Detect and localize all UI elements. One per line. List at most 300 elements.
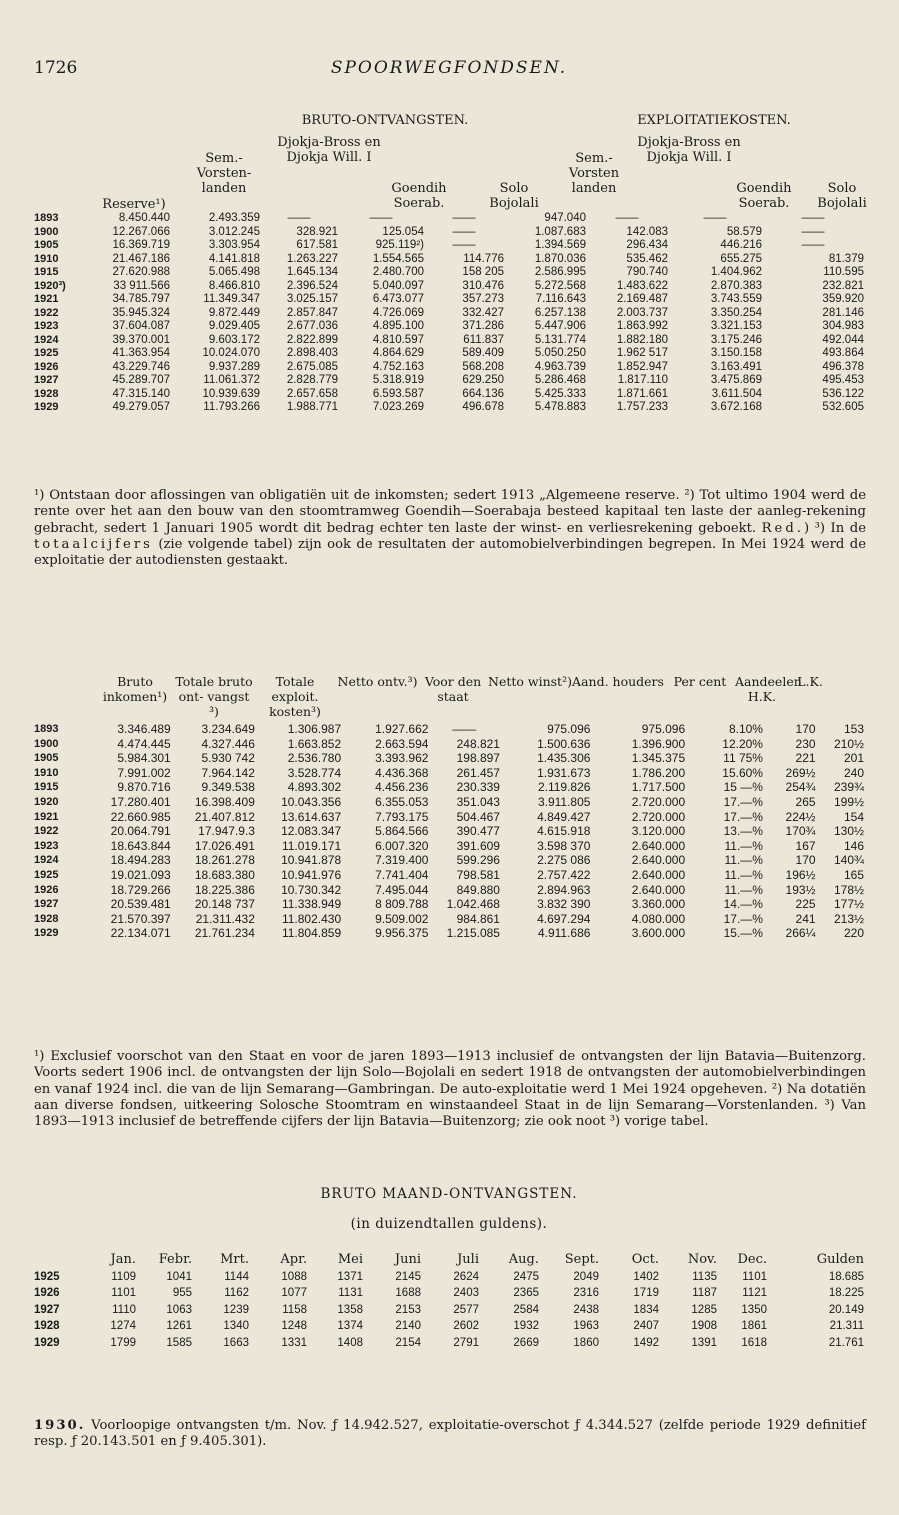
table-cell: 1187 [692,1287,717,1299]
table-cell: 21.761.234 [194,926,255,941]
table-cell: 955 [172,1287,192,1299]
table-cell: 1101 [742,1270,767,1283]
table-cell: 3.598 370 [537,838,591,853]
table-cell: 9.509.002 [375,911,429,926]
row-year: 1925 [34,1270,60,1283]
table-cell: 947.040 [544,212,586,224]
table-cell: 1.554.565 [372,252,424,265]
table-cell: 629.250 [462,374,504,386]
table-cell: 3.743.559 [710,293,762,305]
table-cell: 269½ [785,765,816,780]
table-cell: 496.678 [462,401,504,413]
table-cell: —— [703,212,727,224]
table-cell: 390.477 [456,824,500,839]
table-row [34,239,864,253]
footnote1-red: Red. [761,520,804,536]
table-cell: 178½ [833,882,864,897]
table-cell: 20.539.481 [110,897,171,912]
group-bruto-ontvangsten: BRUTO-ONTVANGSTEN. [301,113,469,128]
table-cell: 167 [795,838,816,853]
table-cell: 7.116.643 [535,293,586,305]
row-year: 1893 [34,723,59,735]
table-cell: 1.404.962 [710,266,762,278]
table-cell: 975.096 [547,722,591,736]
table-cell: 8.450.440 [118,212,170,224]
row-year: 1921 [34,810,59,823]
table-cell: 16.398.409 [194,794,255,809]
table-cell: 2153 [395,1303,421,1316]
table-cell: 58.579 [726,225,762,238]
table-cell: 9.603.172 [208,333,260,346]
table-cell: 11.061.372 [203,374,260,386]
table-cell: 536.122 [822,387,864,400]
table-cell: 2.275 086 [537,853,591,868]
table-cell: 5.286.468 [534,374,586,386]
table-row [34,1335,864,1352]
table-cell: 1408 [337,1336,363,1349]
table-cell: 3.120.000 [631,824,686,839]
footer-year: 1930. [34,1418,86,1433]
table-cell: 2316 [573,1287,599,1299]
table-row [34,388,864,402]
running-title: SPOORWEGFONDSEN. [330,58,568,78]
table-row [34,320,864,334]
row-year: 1925 [34,868,59,881]
table-cell: 9.349.538 [201,780,255,795]
row-year: 1928 [34,1320,60,1332]
table-cell: 1932 [513,1320,539,1332]
table3-col-header: Mrt. [220,1252,249,1267]
table-cell: 5.050.250 [534,347,586,359]
table-row [34,1302,864,1319]
table-cell: 1.817.110 [617,374,668,386]
table-cell: 201 [843,751,864,766]
table-cell: 5.065.498 [208,266,260,278]
table-cell: 1.882.180 [616,333,668,346]
table-cell: 210½ [833,736,864,751]
row-year: 1926 [34,883,59,896]
table-cell: 41.363.954 [112,347,170,359]
row-year: 1922 [34,825,59,838]
row-year: 1905 [34,752,59,765]
table-cell: 6.593.587 [372,387,424,400]
table-cell: 2154 [395,1336,421,1349]
table-row [34,1269,864,1286]
table-row [34,824,864,839]
table-cell: 359.920 [822,293,864,305]
table-cell: 4.963.739 [534,360,586,373]
table-cell: 1.394.569 [534,239,586,251]
table-cell: 2584 [513,1303,539,1316]
table-cell: 37.604.087 [112,320,170,332]
row-year: 1921 [34,293,59,305]
table-cell: 975.096 [641,722,686,736]
row-year: 1905 [34,239,59,251]
table-cell: 2.640.000 [631,838,686,853]
table-cell: 8 809.788 [375,897,429,912]
table-cell: —— [452,212,476,224]
table-row [34,751,864,766]
table-cell: 3.346.489 [117,722,171,736]
table-cell: 2.640.000 [631,882,686,897]
table-cell: 18.261.278 [194,853,255,868]
table-cell: 17.280.401 [110,794,171,809]
table-cell: 589.409 [462,347,504,359]
table-cell: 12.267.066 [112,225,170,238]
table-cell: 230.339 [456,780,500,795]
table-row [34,780,864,795]
table-cell: 304.983 [822,320,864,332]
table2-col-header: Totale bruto ont- vangst ³) [175,674,253,719]
table-cell: 6.355.053 [375,794,429,809]
table-cell: 617.581 [296,239,338,251]
table-cell: 7.793.175 [375,809,429,824]
table3-col-header: Dec. [737,1252,767,1267]
table-cell: 5.272.568 [534,279,586,292]
table-cell: 18.729.266 [110,882,171,897]
table-cell: 4.436.368 [375,765,429,780]
table-row [34,280,864,294]
table-cell: 1799 [110,1336,136,1349]
table-cell: 1585 [166,1336,192,1349]
table3-header-row [34,1252,864,1269]
table-cell: 5.447.906 [534,320,586,332]
table-cell: 1374 [337,1320,363,1332]
table-cell: 11.804.859 [281,926,342,941]
table-cell: 2438 [573,1303,599,1316]
table-row [34,307,864,321]
table-cell: 11.019.171 [281,838,342,853]
table-cell: 8.466.810 [208,279,260,292]
table-cell: 5.478.883 [534,401,586,413]
table-cell: 27.620.988 [112,266,170,278]
table-cell: 4.752.163 [372,360,424,373]
row-year: 1920³) [34,279,66,292]
table-cell: 7.991.002 [117,765,171,780]
table-cell: 18.225.386 [194,882,255,897]
table-cell: 9.029.405 [208,320,260,332]
table-cell: 7.964.142 [201,765,255,780]
table-cell: 196½ [785,867,816,882]
table-cell: 1.927.662 [375,722,429,736]
table-row [34,912,864,927]
table-cell: 12.083.347 [281,824,342,839]
table-cell: 3.911.805 [537,794,591,809]
table-cell: 3.672.168 [710,401,762,413]
head-left-djokja: Djokja-Bross en Djokja Will. I [277,135,381,165]
table-cell: 3.611.504 [711,387,762,400]
table-cell: 49.279.057 [112,401,170,413]
table-cell: 1.263.227 [286,252,338,265]
table3-col-header: Apr. [280,1252,307,1267]
table-cell: 10.730.342 [281,882,342,897]
table-cell: 1261 [166,1320,192,1332]
table2-col-header: L.K. [797,674,823,689]
table-cell: 6.007.320 [375,838,429,853]
table-cell: 15.60% [722,765,763,780]
footnote-table1 [34,488,866,569]
table-cell: 11 75% [723,751,763,766]
table-cell: 2.657.658 [286,387,338,400]
table-cell: 9.870.716 [117,780,171,795]
table-cell: 1.396.900 [631,736,686,751]
table-row [34,293,864,307]
table-cell: 1371 [337,1270,363,1283]
table-cell: 3.528.774 [287,765,342,780]
table-cell: 3.150.158 [710,347,762,359]
row-year: 1925 [34,347,59,359]
head-right-djokja: Djokja-Bross en Djokja Will. I [637,135,741,165]
table-cell: 3.350.254 [710,306,762,319]
row-year: 1927 [34,374,59,386]
table-cell: —— [615,212,639,224]
table-cell: 193½ [785,882,816,897]
table-cell: 10.941.878 [281,853,342,868]
table-cell: 5.131.774 [534,333,586,346]
table-cell: 1.863.992 [616,320,668,332]
table-cell: 1688 [395,1287,421,1299]
table-cell: 18.494.283 [110,853,171,868]
table-cell: 391.609 [456,838,500,853]
row-year: 1900 [34,225,59,238]
table-cell: 492.044 [822,333,864,346]
table-cell: 2.396.524 [286,279,338,292]
row-year: 1929 [34,927,59,940]
table-cell: 504.467 [456,809,500,824]
table-cell: 11.349.347 [203,293,260,305]
table-cell: 1.871.661 [616,387,668,400]
row-year: 1922 [34,306,59,319]
head-left-goendih: Goendih Soerab. [391,181,447,211]
table-cell: 2140 [395,1320,421,1332]
table-cell: 2.677.036 [286,320,338,332]
table-cell: 240 [843,765,864,780]
table-cell: 2.870.383 [710,279,762,292]
table-cell: 18.225 [828,1287,864,1299]
table-cell: 11.—% [724,853,763,868]
table-cell: 17.—% [723,809,763,824]
row-year: 1920 [34,795,59,808]
table-cell: 495.453 [822,374,864,386]
table-cell: 493.864 [822,347,864,359]
table-cell: 16.369.719 [112,239,170,251]
table-cell: 2.675.085 [286,360,338,373]
table-cell: 15.—% [723,926,763,941]
row-year: 1900 [34,737,59,750]
table-cell: 568.208 [462,360,504,373]
table2-header [34,672,864,722]
table-cell: 4.893.302 [287,780,342,795]
table-cell: 10.043.356 [281,794,342,809]
table2-col-header: Per cent [673,674,727,689]
table-cell: 225 [795,897,816,912]
table-row [34,361,864,375]
table-cell: 177½ [833,897,864,912]
row-year: 1929 [34,1336,60,1349]
table-row [34,1285,864,1302]
table3-col-header: Febr. [158,1252,192,1267]
row-year: 1924 [34,333,59,346]
footnote1-spaced: totaalcijfers [34,536,153,552]
table-row [34,795,864,810]
table-cell: 3.025.157 [286,293,338,305]
table-cell: 3.832 390 [537,897,591,912]
table3-col-header: Juni [394,1252,421,1267]
table-cell: 2.720.000 [631,794,686,809]
head-right-goendih: Goendih Soerab. [736,181,792,211]
table-cell: 4.456.236 [375,780,429,795]
table-cell: 1.645.134 [286,266,338,278]
table-cell: 1248 [281,1320,307,1332]
table-cell: 1110 [112,1303,136,1316]
table-cell: 2.536.780 [287,751,342,766]
table-cell: 11.338.949 [281,897,342,912]
table-cell: 6.473.077 [372,293,424,305]
table-row [34,374,864,388]
table-cell: 599.296 [456,853,500,868]
table-cell: 1963 [573,1320,599,1332]
footnote2-text: ¹) Exclusief voorschot van den Staat en voor de jaren 1893—1913 inclusief de ontvangsten der lijn Batavia—Buitenzorg. Voorts sedert 1906 incl. de ontvangsten der lijn Solo—Bojolali en sedert 1918 de ontvangsten der automobielverbindingen en vanaf 1924 incl. die van de lijn Semarang—Gambringan. De auto-exploitatie werd 1 Mei 1924 opgeheven. ²) Na dotatiën aan diverse fondsen, uitkeering Solosche Stoomtram en winstaandeel Staat in de lijn Semarang—Vorstenlanden. ³) Van 1893—1913 inclusief de betreffende cijfers der lijn Batavia—Buitenzorg; zie ook noot ³) vorige tabel. [34,1049,866,1130]
table-row [34,926,864,941]
table-cell: —— [452,239,476,251]
table-cell: 2.640.000 [631,867,686,882]
row-year: 1910 [34,252,59,265]
head-right-solo: Solo Bojolali [817,181,867,211]
table-cell: 2049 [573,1270,599,1283]
table-cell: 1350 [741,1303,767,1316]
table-cell: 239¾ [833,780,864,795]
table-cell: 1.852.947 [616,360,668,373]
table-row [34,868,864,883]
table-cell: 4.697.294 [537,911,591,926]
table-cell: 1834 [633,1303,659,1316]
table-cell: 1.663.852 [287,736,342,751]
table-cell: 1239 [223,1303,249,1316]
table-cell: 5.040.097 [372,279,424,292]
table-cell: 1.988.771 [286,401,338,413]
table-cell: 81.379 [828,252,864,265]
table-cell: 13.614.637 [281,809,342,824]
row-year: 1927 [34,1303,60,1316]
table-cell: 4.141.818 [208,252,260,265]
table-cell: 232.821 [822,279,864,292]
table-cell: 1.435.306 [537,751,591,766]
table-row [34,883,864,898]
table-cell: 18.683.380 [194,867,255,882]
row-year: 1928 [34,387,59,400]
footnote1-text1: ¹) Ontstaan door aflossingen van obligatiën uit de inkomsten; sedert 1913 „Algemeene reserve. ²) Tot ultimo 1904 werd de rente over het aan den bouw van den stoomtramweg Goendih—Soerabaja besteed kapitaal ten laste der aanleg-rekening gebracht, sedert 1 Januari 1905 wordt dit bedrag echter ten laste der winst- en verliesrekening geboekt. [34,488,866,536]
table-cell: 261.457 [456,765,500,780]
row-year: 1915 [34,781,59,794]
table-cell: 213½ [833,911,864,926]
row-year: 1928 [34,912,59,925]
table-cell: 535.462 [626,252,668,265]
table-cell: 1131 [338,1287,363,1299]
table-cell: 532.605 [822,401,864,413]
table-cell: 1063 [166,1303,192,1316]
table-cell: 45.289.707 [112,374,170,386]
table-cell: 7.023.269 [372,401,424,413]
row-year: 1915 [34,266,59,278]
table-cell: 328.921 [296,225,338,238]
row-year: 1910 [34,766,59,779]
table-cell: 18.685 [828,1270,864,1283]
table-cell: 984.861 [456,911,500,926]
table-cell: 9.937.289 [208,360,260,373]
table-cell: 170 [795,722,816,736]
table3-col-header: Juli [457,1252,479,1267]
head-left-sem: Sem.- Vorsten- landen [196,151,252,196]
table-cell: 20.064.791 [110,824,171,839]
table-cell: 2602 [453,1320,479,1332]
table-cell: 1492 [633,1336,659,1349]
table-cell: 2475 [513,1270,539,1283]
table-cell: 22.660.985 [110,809,171,824]
table3-col-header: Nov. [687,1252,717,1267]
table3-col-header: Gulden [816,1252,864,1267]
table-cell: 12.20% [722,736,763,751]
table-cell: 1.042.468 [446,897,500,912]
table-cell: 1162 [224,1287,249,1299]
table-row [34,401,864,415]
table-cell: 199½ [833,794,864,809]
table-cell: 1274 [110,1320,136,1332]
table-row [34,722,864,737]
table-cell: 1331 [281,1336,307,1349]
table3-corner [34,1252,88,1269]
table-cell: 1.931.673 [537,765,591,780]
table3-col-header: Sept. [564,1252,599,1267]
table-cell: 39.370.001 [112,333,170,346]
table-cell: 310.476 [462,279,504,292]
table-cell: 4.810.597 [372,333,424,346]
table-cell: 158 205 [462,266,504,278]
table-cell: 114.776 [463,252,504,265]
table3-col-header: Aug. [508,1252,539,1267]
row-year: 1927 [34,898,59,911]
table-cell: 3.012.245 [208,225,260,238]
table-cell: 15 —% [723,780,763,795]
table2-col-header: Totale exploit. kosten³) [269,674,321,719]
table-cell: 153 [843,722,864,736]
table-cell: 1.757.233 [616,401,668,413]
table2-col-header: Aand. houders [572,674,664,689]
table-cell: 496.378 [822,360,864,373]
table-cell: 6.257.138 [534,306,586,319]
table-cell: 925.119²) [375,239,424,251]
table-cell: 2624 [453,1270,479,1283]
table-cell: 357.273 [462,293,504,305]
table-cell: 2.640.000 [631,853,686,868]
table-cell: 2.003.737 [616,306,668,319]
table-cell: 4.864.629 [372,347,424,359]
table-cell: 5.930 742 [201,751,255,766]
table-cell: 1.483.622 [616,279,668,292]
table-cell: 2791 [453,1336,479,1349]
row-year: 1926 [34,360,59,373]
table-cell: 33 911.566 [113,279,170,292]
table-cell: 1618 [741,1336,767,1349]
table-cell: —— [452,225,476,238]
table-cell: 3.175.246 [710,333,762,346]
row-year: 1926 [34,1287,60,1299]
row-year: 1893 [34,212,59,224]
table-cell: 10.939.639 [202,387,260,400]
table-cell: —— [801,239,825,251]
table-cell: 14.—% [723,897,763,912]
table-cell: 2577 [453,1303,479,1316]
table-cell: 21.761 [828,1336,864,1349]
